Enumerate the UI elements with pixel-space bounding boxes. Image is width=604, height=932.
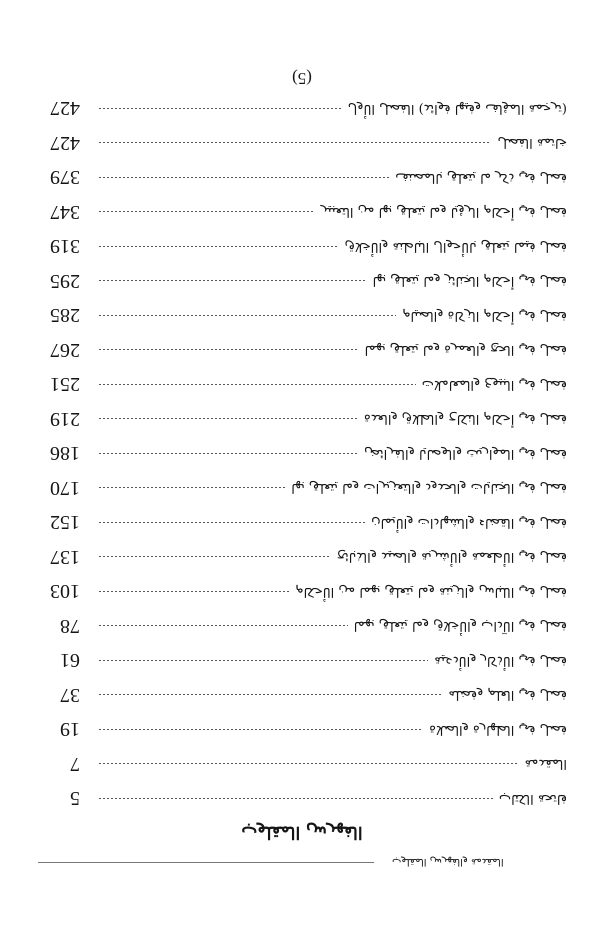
toc-entry [40, 165, 567, 189]
dot-leader [98, 798, 493, 799]
toc-page-number: 170 [50, 476, 80, 499]
toc-entry [40, 407, 567, 431]
toc-entry-title: فصل في أحكام الجنائز وما يتعلق بها [372, 273, 567, 288]
dot-leader [98, 246, 339, 247]
toc-page-number: 427 [50, 131, 80, 154]
toc-entry-title: فصل في القضاء والشهادات والأيمان [371, 514, 567, 530]
footer-rule [38, 862, 374, 863]
toc-entry [40, 717, 567, 741]
toc-entry [40, 476, 567, 500]
toc-entry-title: فاتحة الكتاب [498, 790, 567, 806]
dot-leader [98, 418, 358, 419]
toc-page-number: 78 [60, 614, 80, 637]
toc-entry-title: فصل في اللباس والزينة وما يتعلق بهما من الأحكام [295, 583, 567, 599]
toc-page-number: 251 [50, 373, 80, 395]
toc-page-number: 61 [60, 649, 80, 671]
toc-entry-title: فصل في أحكام الزكاة والصيام [402, 307, 567, 323]
dot-leader [98, 522, 365, 523]
toc-page-number: 103 [50, 580, 80, 602]
toc-entry-title: (ترجمة المؤلف وفيها فوائد) الفصل الأول [347, 100, 567, 116]
toc-entry [40, 303, 567, 327]
toc-page-number: 137 [50, 545, 80, 568]
toc-entry-title: فصل فيما يتعلق بالأحوال الباطنة والأخلاق [344, 238, 567, 254]
toc-page-number: 347 [50, 200, 80, 223]
toc-entry-title: فصل في الحج والعمرة وما يتعلق بهما [364, 342, 567, 357]
toc-page-number: 19 [60, 718, 80, 740]
dot-leader [98, 384, 416, 385]
toc-entry [40, 372, 567, 396]
toc-entry-title: فصل في أحكام النكاح والطلاق والعدة [363, 411, 567, 426]
toc-entry-title: فصل في الآداب والأخلاق وما يتعلق بهما [353, 618, 567, 633]
toc-entry-title: فصل في الطهارة والصلاة [429, 721, 567, 737]
toc-entry [40, 131, 567, 155]
toc-entry-title: فصل في المواريث والوصايا والفرائض [364, 445, 567, 461]
toc-entry-title: فصل في البيوع والمعاملات [421, 376, 567, 392]
dot-leader [98, 315, 396, 316]
toc-entry-title: فصل في العلم وفضله [448, 687, 567, 702]
dot-leader [98, 625, 348, 626]
toc-entry [40, 614, 567, 638]
toc-entry-title: خاتمة الفصل [497, 135, 567, 150]
toc-entry [40, 683, 567, 707]
toc-entry [40, 648, 567, 672]
dot-leader [98, 763, 519, 764]
dot-leader [98, 108, 342, 109]
toc-page-number: 295 [50, 269, 80, 292]
dot-leader [98, 729, 423, 730]
dot-leader [98, 694, 442, 695]
toc-page-number: 285 [50, 304, 80, 326]
toc-page-number: 379 [50, 166, 80, 188]
toc-entry [40, 752, 567, 776]
dot-leader [98, 487, 285, 488]
toc-page-number: 219 [50, 407, 80, 430]
toc-page-number: 427 [50, 97, 80, 119]
toc-page-number: 267 [50, 338, 80, 361]
toc-page-number: 7 [70, 752, 80, 775]
toc-entry [40, 510, 567, 534]
toc-page-number: 5 [70, 787, 80, 809]
toc-entry [40, 786, 567, 810]
toc-entry-title: فصل في الأذكار والأدعية [434, 652, 567, 668]
toc-entry [40, 96, 567, 120]
toc-heading: ‫‏الفهرس المقلوب‬ [241, 822, 363, 842]
toc-entry-title: المقدمة [524, 756, 567, 771]
dot-leader [98, 349, 359, 350]
toc-entry-title: فصل في ذكر ما يتعلق بالمصنف [395, 169, 567, 185]
dot-leader [98, 556, 331, 557]
footer-text: ‫المقدمة والفهرس المقلوب‬ [392, 856, 504, 867]
dot-leader [98, 660, 428, 661]
toc-entry [40, 234, 567, 258]
toc-entry-title: فصل في الجنايات والحدود والتعزيرات وما يتعلق بها [291, 480, 567, 495]
toc-page-number: 37 [60, 683, 80, 706]
dot-leader [98, 142, 491, 143]
page-marker: (5) [292, 69, 312, 88]
toc-entry [40, 579, 567, 603]
toc-entry-title: فصل في الأطعمة والأشربة والصيد والذبائح [336, 549, 567, 564]
toc-page-number: 186 [50, 442, 80, 464]
toc-entry-title: فصل في أحكام الرؤيا وما يتعلق بها من التعبير [320, 204, 567, 219]
toc-page-number: 319 [50, 235, 80, 257]
dot-leader [98, 591, 290, 592]
dot-leader [98, 177, 389, 178]
toc-entry [40, 545, 567, 569]
toc-page-number: 152 [50, 511, 80, 533]
dot-leader [98, 280, 367, 281]
toc-entry [40, 200, 567, 224]
toc-entry [40, 441, 567, 465]
dot-leader [98, 211, 315, 212]
toc-entry [40, 269, 567, 293]
toc-entry [40, 338, 567, 362]
dot-leader [98, 453, 358, 454]
